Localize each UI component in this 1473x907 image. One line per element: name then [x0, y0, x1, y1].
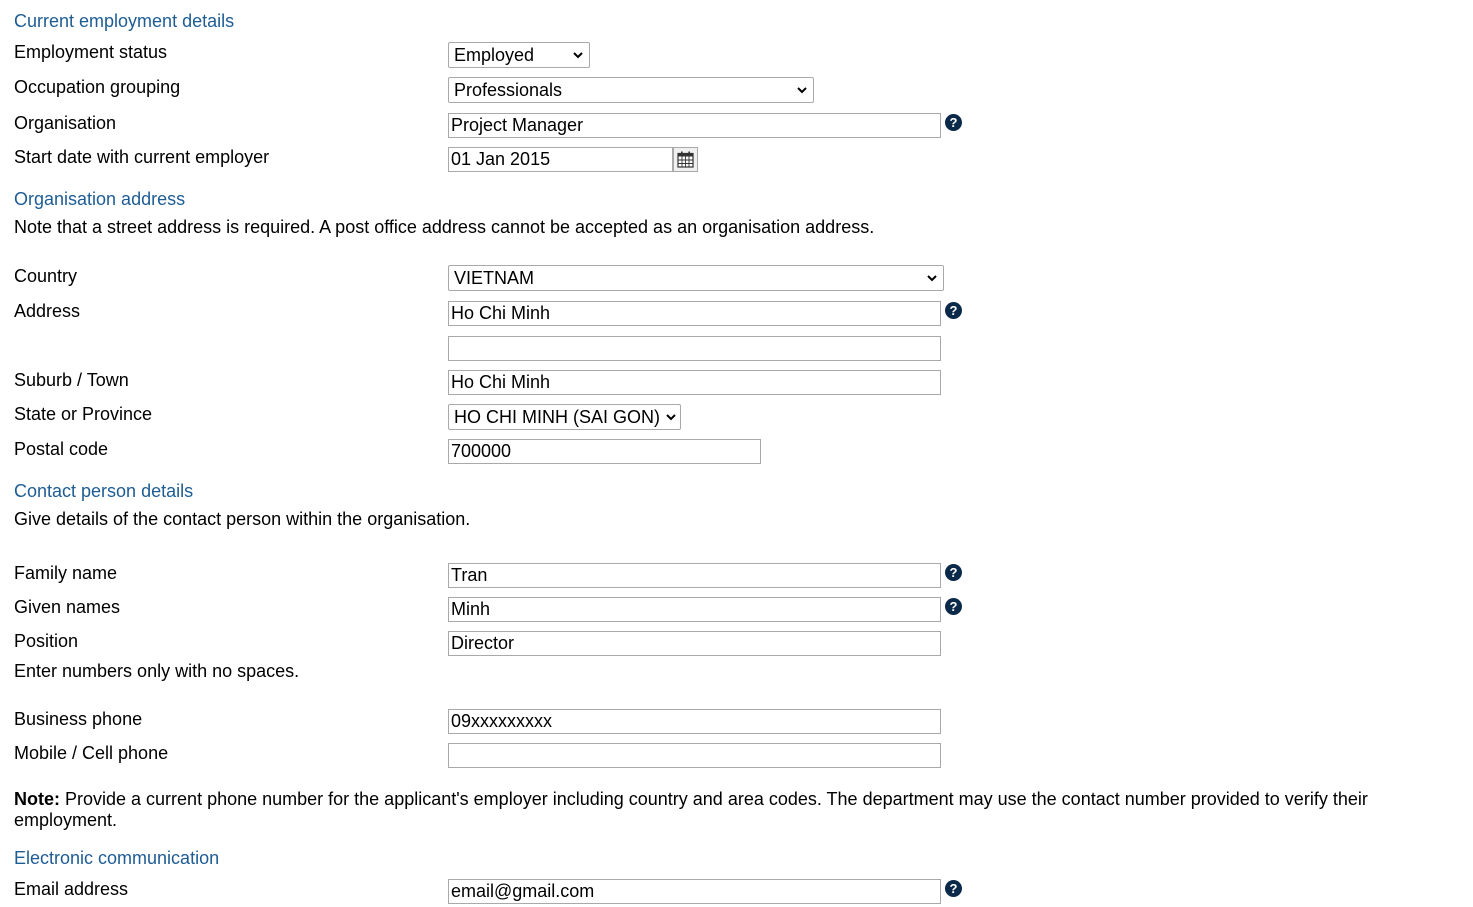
help-icon[interactable]: ? [945, 114, 962, 131]
address-line1-input[interactable]: Ho Chi Minh [448, 301, 941, 326]
occupation-grouping-value: Professionals [454, 80, 563, 100]
country-select[interactable] [448, 265, 944, 291]
business-phone-input[interactable]: 09xxxxxxxxx [448, 709, 941, 734]
chevron-down-icon [665, 410, 677, 424]
state-value: HO CHI MINH (SAI GON) [454, 407, 660, 427]
address-line2-input[interactable] [448, 336, 941, 361]
suburb-label: Suburb / Town [14, 370, 129, 390]
help-icon[interactable]: ? [945, 880, 962, 897]
phone-verification-note [14, 789, 1434, 831]
state-select[interactable] [448, 404, 681, 430]
calendar-icon [677, 151, 694, 168]
occupation-grouping-select[interactable] [448, 77, 814, 103]
help-icon[interactable]: ? [945, 598, 962, 615]
section-heading-electronic: Electronic communication [14, 848, 220, 868]
address-label: Address [14, 301, 81, 321]
business-phone-label: Business phone [14, 709, 143, 729]
chevron-down-icon [796, 83, 808, 97]
country-label: Country [14, 266, 78, 286]
mobile-phone-label: Mobile / Cell phone [14, 743, 169, 763]
section-heading-employment: Current employment details [14, 11, 235, 31]
employment-status-value: Employed [454, 45, 535, 65]
address-note: Note that a street address is required. A post office address cannot be accepted as an organisation address. [14, 217, 875, 237]
chevron-down-icon [926, 271, 938, 285]
phone-numbers-note: Enter numbers only with no spaces. [14, 661, 300, 681]
position-label: Position [14, 631, 79, 651]
state-label: State or Province [14, 404, 153, 424]
note-text: Provide a current phone number for the applicant's employer including country and area codes. The department may use the contact number provided to verify their employment. [14, 789, 1368, 830]
chevron-down-icon [572, 48, 584, 62]
section-heading-address: Organisation address [14, 189, 186, 209]
occupation-grouping-label: Occupation grouping [14, 77, 181, 97]
calendar-button[interactable] [673, 147, 698, 172]
family-name-label: Family name [14, 563, 118, 583]
email-address-label: Email address [14, 879, 129, 899]
organisation-label: Organisation [14, 113, 117, 133]
suburb-input[interactable]: Ho Chi Minh [448, 370, 941, 395]
given-names-input[interactable]: Minh [448, 597, 941, 622]
employment-status-select[interactable] [448, 42, 590, 68]
organisation-input[interactable]: Project Manager [448, 113, 941, 138]
employment-status-label: Employment status [14, 42, 168, 62]
email-address-input[interactable]: email@gmail.com [448, 879, 941, 904]
mobile-phone-input[interactable] [448, 743, 941, 768]
postal-code-label: Postal code [14, 439, 109, 459]
section-heading-contact: Contact person details [14, 481, 194, 501]
position-input[interactable]: Director [448, 631, 941, 656]
start-date-input[interactable]: 01 Jan 2015 [448, 147, 673, 172]
country-value: VIETNAM [454, 268, 535, 288]
help-icon[interactable]: ? [945, 564, 962, 581]
start-date-label: Start date with current employer [14, 147, 270, 167]
family-name-input[interactable]: Tran [448, 563, 941, 588]
given-names-label: Given names [14, 597, 121, 617]
help-icon[interactable]: ? [945, 302, 962, 319]
postal-code-input[interactable]: 700000 [448, 439, 761, 464]
note-bold-label: Note: [14, 789, 60, 809]
contact-note: Give details of the contact person within the organisation. [14, 509, 471, 529]
